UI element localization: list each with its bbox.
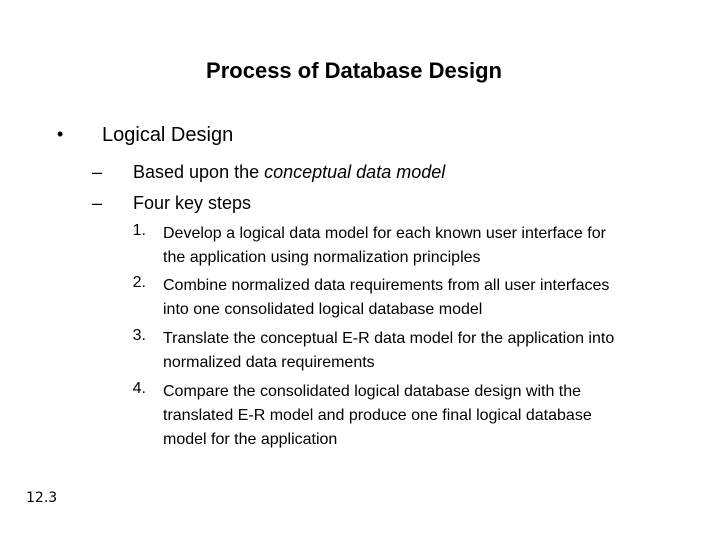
step-line: translated E-R model and produce one final logical database [163,407,592,424]
step-line: Combine normalized data requirements from all user interfaces [163,277,610,294]
page-number: 12.3 [26,490,58,506]
dash-icon: – [92,193,103,213]
step-line: Compare the consolidated logical database design with the [163,383,582,400]
sub-item-text: Four key steps [133,193,252,213]
step-line: the application using normalization principles [163,249,481,266]
step-4 [163,380,703,452]
step-line: Develop a logical data model for each known user interface for [163,225,606,242]
sub-item-conceptual [133,162,445,183]
step-number: 1. [132,222,146,239]
step-line: model for the application [163,431,338,448]
step-2 [163,274,703,322]
step-number: 2. [132,274,146,291]
sub-item-text: Based upon the [133,162,265,182]
step-1 [163,222,703,270]
dash-icon: – [92,162,103,182]
step-number: 3. [132,327,146,344]
sub-item-four-steps [133,193,251,214]
bullet-label: Logical Design [102,124,234,146]
slide-title: Process of Database Design [206,58,502,83]
bullet-icon: • [57,124,64,144]
step-line: into one consolidated logical database model [163,301,483,318]
step-number: 4. [132,380,146,397]
step-line: normalized data requirements [163,354,375,371]
step-3 [163,327,703,375]
sub-item-emphasis: conceptual data model [264,162,446,182]
step-line: Translate the conceptual E-R data model for the application into [163,330,615,347]
